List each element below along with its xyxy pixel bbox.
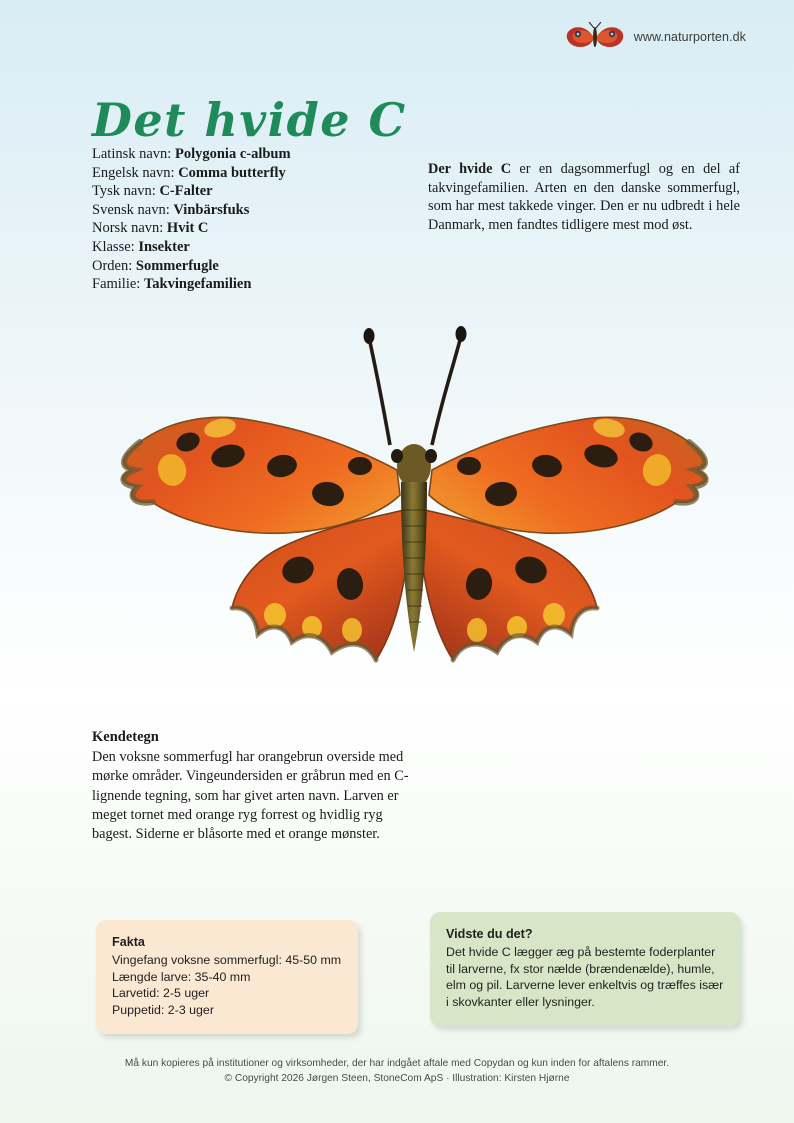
vidste-text: Det hvide C lægger æg på bestemte foderplanter til larverne, fx stor nælde (brændenælde), humle, elm og pil. Larverne lever enkeltvis og træffes især i skovkanter eller lysninger. [446, 945, 724, 1009]
name-value: C-Falter [159, 183, 213, 200]
vidste-heading: Vidste du det? [446, 927, 533, 941]
name-value: Hvit C [166, 220, 209, 237]
fakta-heading: Fakta [112, 935, 145, 949]
name-label: Tysk navn: [92, 183, 160, 200]
list-item: Puppetid: 2-3 uger [112, 1002, 214, 1017]
kendetegn-text: Den voksne sommerfugl har orangebrun overside med mørke områder. Vingeundersiden er gråbrun med en C-lignende tegning, som har givet arten navn. Larven er meget tornet med orange ryg forrest og hvidlig ryg bagest. Siderne er blåsorte med et orange mønster. [92, 749, 409, 843]
name-label: Latinsk navn: [92, 146, 175, 162]
name-value: Vinbärsfuks [173, 201, 250, 218]
page-title: Det hvide C [92, 92, 407, 147]
intro-lead: Der hvide C [428, 161, 512, 178]
list-item: Længde larve: 35-40 mm [112, 969, 251, 984]
vidste-du-det-box [430, 912, 740, 1026]
name-value: Sommerfugle [135, 257, 219, 274]
list-item [92, 145, 422, 164]
list-item [92, 238, 422, 257]
name-value: Polygonia c-album [174, 146, 291, 162]
site-logo-area[interactable] [564, 22, 746, 52]
footer-copyright-notice: Må kun kopieres på institutioner og virksomheder, der har indgået aftale med Copydan og kun inden for aftalens rammer. [124, 1058, 670, 1069]
intro-paragraph [428, 160, 740, 234]
name-label: Klasse: [92, 238, 139, 255]
list-item [92, 164, 422, 183]
list-item: Larvetid: 2-5 uger [112, 986, 210, 1001]
name-value: Comma butterfly [178, 164, 286, 181]
name-label: Svensk navn: [92, 201, 174, 218]
name-label: Engelsk navn: [92, 164, 179, 181]
name-label: Orden: [92, 257, 136, 274]
fakta-box [96, 920, 358, 1034]
comma-butterfly-illustration [60, 270, 760, 720]
name-value: Takvingefamilien [143, 276, 252, 293]
site-url-label[interactable]: www.naturporten.dk [633, 30, 746, 44]
butterfly-logo-icon [564, 22, 626, 52]
list-item: Vingefang voksne sommerfugl: 45-50 mm [112, 953, 342, 968]
list-item [92, 201, 422, 220]
list-item [92, 219, 422, 238]
name-label: Norsk navn: [92, 220, 167, 237]
footer [0, 1056, 794, 1086]
intro-text: er en dagsommerfugl og en del af takvingefamilien. Arten en den danske sommerfugl, som har mest takkede vinger. Den er nu udbredt i hele Danmark, men fandtes tidligere mest mod øst. [428, 161, 740, 234]
name-label: Familie: [92, 276, 144, 293]
name-value: Insekter [138, 238, 190, 255]
kendetegn-section [92, 728, 422, 844]
list-item [92, 182, 422, 201]
kendetegn-heading: Kendetegn [92, 729, 159, 745]
footer-credits: © Copyright 2026 Jørgen Steen, StoneCom ApS · Illustration: Kirsten Hjørne [224, 1073, 570, 1084]
